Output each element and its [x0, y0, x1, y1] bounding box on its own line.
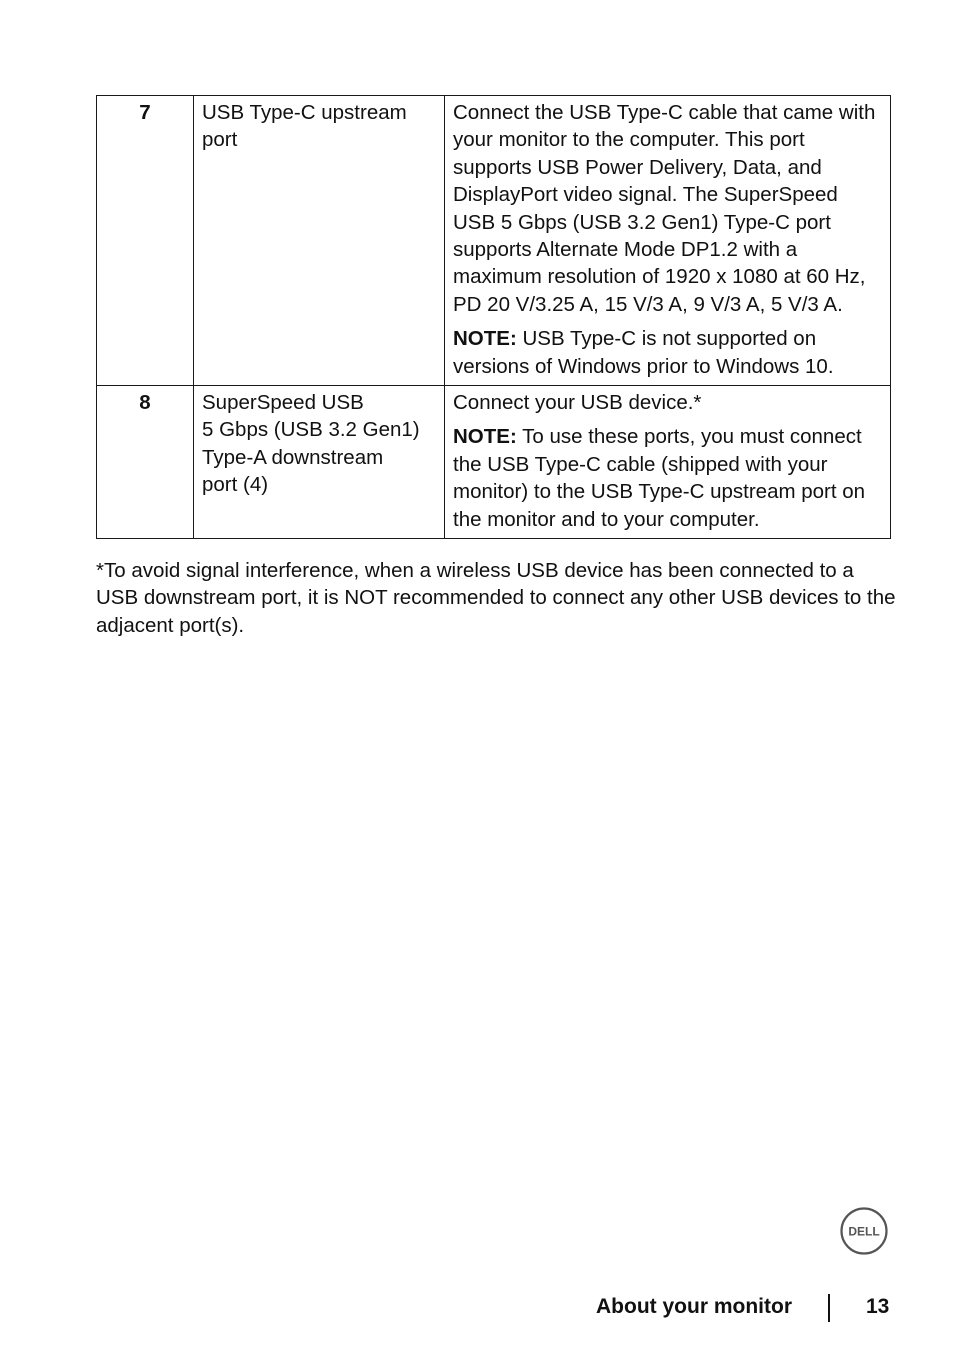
table-row — [97, 386, 891, 539]
logo-text: DELL — [848, 1224, 880, 1239]
note — [453, 423, 882, 533]
port-spec-table — [96, 95, 891, 539]
port-name-line: port — [202, 128, 238, 152]
description-text: Connect the USB Type-C cable that came with your monitor to the computer. This port supports USB Power Delivery, Data, and DisplayPort video signal. The SuperSpeed USB 5 Gbps (USB 3.2 Gen1) Type-C port supports Alternate Mode DP1.2 with a maximum resolution of 1920 x 1080 at 60 Hz, PD 20 V/3.25 A, 15 V/3 A, 9 V/3 A, 5 V/3 A. — [453, 101, 876, 316]
note — [453, 325, 882, 380]
port-name-line: 5 Gbps (USB 3.2 Gen1) — [202, 418, 420, 442]
port-name — [194, 386, 445, 539]
note-text: To use these ports, you must connect the USB Type-C cable (shipped with your monitor) to the USB Type-C upstream port on the monitor and to your computer. — [453, 425, 866, 531]
port-name-line: SuperSpeed USB — [202, 391, 364, 415]
note-label: NOTE: — [453, 327, 517, 351]
row-number: 7 — [97, 96, 194, 386]
port-name-line: Type-A downstream — [202, 445, 384, 469]
footnote: *To avoid signal interference, when a wireless USB device has been connected to a USB downstream port, it is NOT recommended to connect any other USB devices to the adjacent port(s). — [96, 559, 896, 637]
table-row — [97, 96, 891, 386]
port-description — [445, 96, 891, 386]
note-text: USB Type-C is not supported on versions of Windows prior to Windows 10. — [453, 327, 834, 378]
port-description — [445, 386, 891, 539]
note-label: NOTE: — [453, 425, 517, 449]
footer-section-title: About your monitor — [596, 1295, 792, 1318]
port-name-line: USB Type-C upstream — [202, 101, 407, 124]
page-number: 13 — [866, 1295, 890, 1318]
port-name — [194, 96, 445, 386]
description-text: Connect your USB device.* — [453, 391, 702, 415]
port-name-line: port (4) — [202, 473, 269, 497]
row-number: 8 — [97, 386, 194, 539]
footer-divider — [828, 1294, 830, 1322]
dell-logo-icon — [840, 1207, 888, 1255]
